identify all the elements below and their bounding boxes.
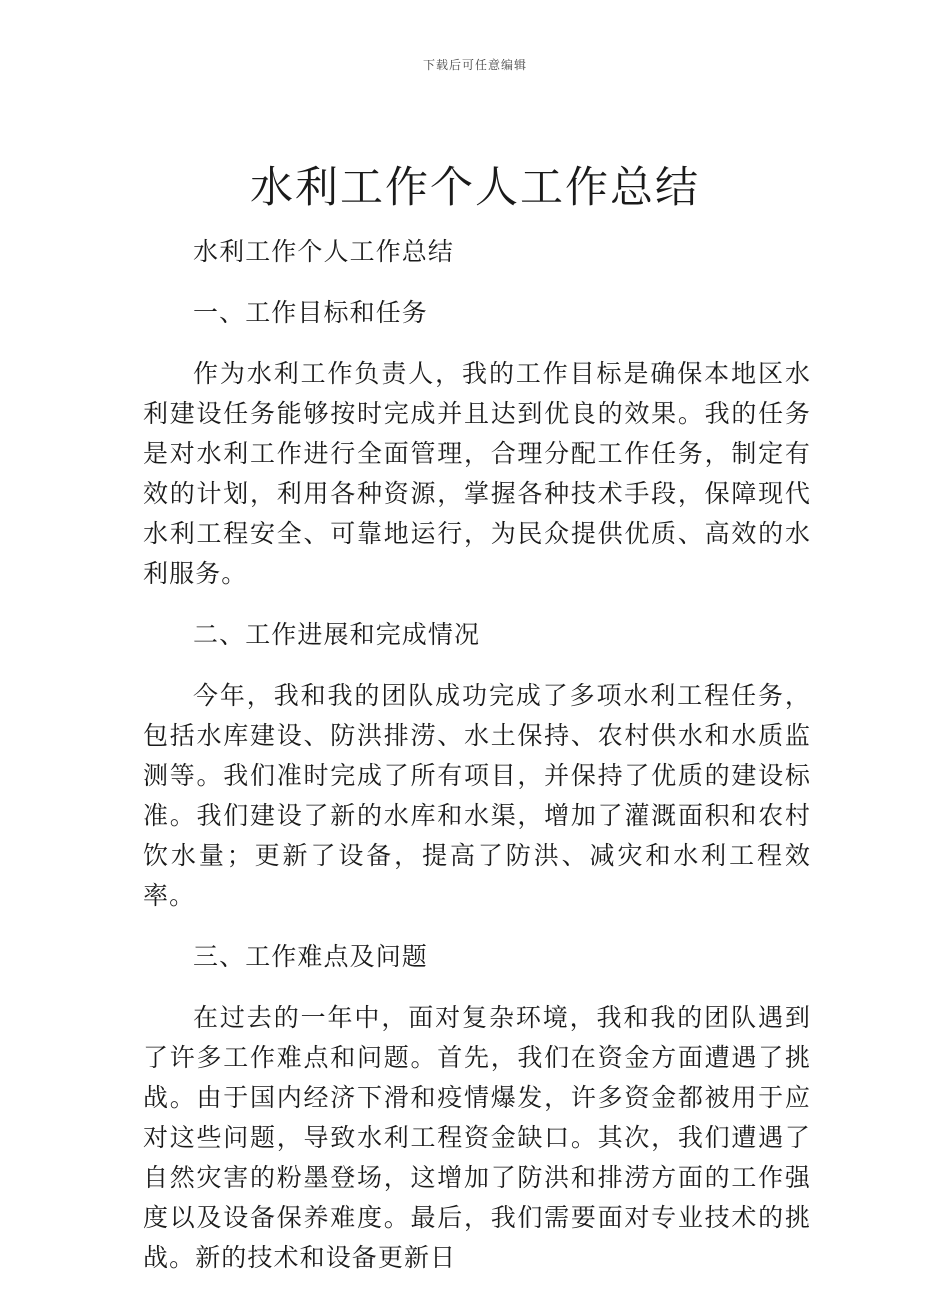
document-body (143, 232, 811, 1299)
paragraph-difficulties: 在过去的一年中，面对复杂环境，我和我的团队遇到了许多工作难点和问题。首先，我们在资金方面遭遇了挑战。由于国内经济下滑和疫情爆发，许多资金都被用于应对这些问题，导致水利工程资金缺口。其次，我们遭遇了自然灾害的粉墨登场，这增加了防洪和排涝方面的工作强度以及设备保养难度。最后，我们需要面对专业技术的挑战。新的技术和设备更新日 (143, 1003, 811, 1272)
section-heading-goals: 一、工作目标和任务 (193, 298, 428, 327)
section-heading-progress: 二、工作进展和完成情况 (193, 620, 481, 649)
page-header-note: 下载后可任意编辑 (422, 58, 527, 72)
document-title: 水利工作个人工作总结 (250, 163, 700, 213)
paragraph-progress: 今年，我和我的团队成功完成了多项水利工程任务，包括水库建设、防洪排涝、水土保持、农村供水和水质监测等。我们准时完成了所有项目，并保持了优质的建设标准。我们建设了新的水库和水渠，增加了灌溉面积和农村饮水量；更新了设备，提高了防洪、减灾和水利工程效率。 (143, 681, 811, 910)
paragraph-goals: 作为水利工作负责人，我的工作目标是确保本地区水利建设任务能够按时完成并且达到优良的效果。我的任务是对水利工作进行全面管理，合理分配工作任务，制定有效的计划，利用各种资源，掌握各种技术手段，保障现代水利工程安全、可靠地运行，为民众提供优质、高效的水利服务。 (143, 359, 811, 588)
section-heading-difficulties: 三、工作难点及问题 (193, 942, 428, 971)
subtitle-paragraph: 水利工作个人工作总结 (193, 237, 455, 266)
